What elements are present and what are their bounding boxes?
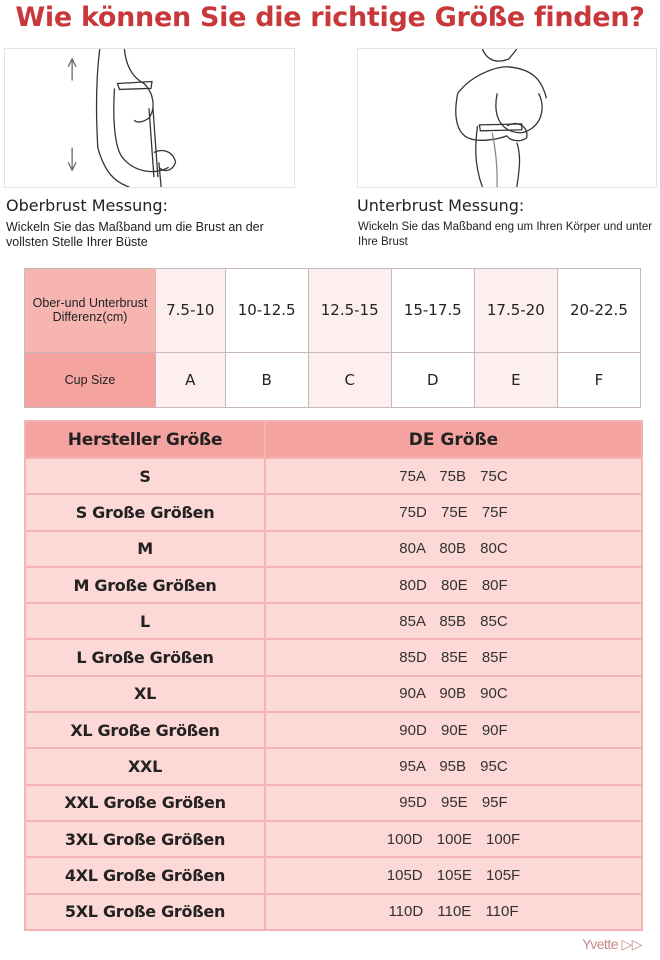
oberbrust-illustration: [4, 48, 295, 188]
de-size: 75A 75B 75C: [265, 458, 642, 494]
manufacturer-size: 4XL Große Größen: [25, 857, 265, 893]
manufacturer-size: XXL: [25, 748, 265, 784]
cup-cell: F: [557, 352, 640, 407]
header-manufacturer-size: Hersteller Größe: [25, 421, 265, 458]
manufacturer-size: XL: [25, 676, 265, 712]
de-size: 95A 95B 95C: [265, 748, 642, 784]
table-row: [25, 603, 642, 639]
manufacturer-size: L Große Größen: [25, 639, 265, 675]
de-size: 80A 80B 80C: [265, 531, 642, 567]
table-row: [25, 494, 642, 530]
table-row: [25, 639, 642, 675]
de-size: 95D 95E 95F: [265, 785, 642, 821]
difference-cell: 12.5-15: [308, 269, 391, 353]
brand-logo: [582, 936, 642, 953]
cup-size-table: [24, 268, 641, 408]
difference-header: Ober-und Unterbrust Differenz(cm): [25, 269, 156, 353]
unterbrust-description: Wickeln Sie das Maßband eng um Ihren Körper und unter Ihre Brust: [358, 221, 653, 248]
de-size: 90D 90E 90F: [265, 712, 642, 748]
difference-cell: 15-17.5: [391, 269, 474, 353]
difference-cell: 10-12.5: [225, 269, 308, 353]
de-size: 85A 85B 85C: [265, 603, 642, 639]
difference-cell: 17.5-20: [474, 269, 557, 353]
manufacturer-size: M: [25, 531, 265, 567]
cup-cell: A: [156, 352, 226, 407]
table-row: [25, 676, 642, 712]
oberbrust-label: Oberbrust Messung:: [6, 196, 168, 215]
manufacturer-size: 5XL Große Größen: [25, 894, 265, 930]
manufacturer-size: XL Große Größen: [25, 712, 265, 748]
table-row: [25, 857, 642, 893]
table-row: [25, 458, 642, 494]
manufacturer-size: XXL Große Größen: [25, 785, 265, 821]
difference-row: [25, 269, 641, 353]
manufacturer-size: S Große Größen: [25, 494, 265, 530]
table-row: [25, 712, 642, 748]
difference-cell: 20-22.5: [557, 269, 640, 353]
cup-cell: B: [225, 352, 308, 407]
unterbrust-illustration: [357, 48, 657, 188]
table-row: [25, 748, 642, 784]
difference-cell: 7.5-10: [156, 269, 226, 353]
manufacturer-size: L: [25, 603, 265, 639]
manufacturer-size: 3XL Große Größen: [25, 821, 265, 857]
table-row: [25, 567, 642, 603]
page-title: Wie können Sie die richtige Größe finden?: [15, 2, 645, 33]
de-size: 75D 75E 75F: [265, 494, 642, 530]
de-size: 105D 105E 105F: [265, 857, 642, 893]
table-header-row: [25, 421, 642, 458]
de-size: 80D 80E 80F: [265, 567, 642, 603]
table-row: [25, 785, 642, 821]
table-row: [25, 894, 642, 930]
brand-name: Yvette: [582, 936, 619, 952]
cup-cell: E: [474, 352, 557, 407]
oberbrust-description: Wickeln Sie das Maßband um die Brust an der vollsten Stelle Ihrer Büste: [6, 220, 264, 249]
manufacturer-size: M Große Größen: [25, 567, 265, 603]
cup-header: Cup Size: [25, 352, 156, 407]
table-row: [25, 531, 642, 567]
de-size: 90A 90B 90C: [265, 676, 642, 712]
size-conversion-table: [24, 420, 643, 931]
cup-cell: D: [391, 352, 474, 407]
de-size: 100D 100E 100F: [265, 821, 642, 857]
double-arrow-icon: ▷▷: [621, 936, 642, 952]
manufacturer-size: S: [25, 458, 265, 494]
cup-row: [25, 352, 641, 407]
unterbrust-label: Unterbrust Messung:: [357, 196, 525, 215]
de-size: 110D 110E 110F: [265, 894, 642, 930]
de-size: 85D 85E 85F: [265, 639, 642, 675]
table-row: [25, 821, 642, 857]
header-de-size: DE Größe: [265, 421, 642, 458]
cup-cell: C: [308, 352, 391, 407]
